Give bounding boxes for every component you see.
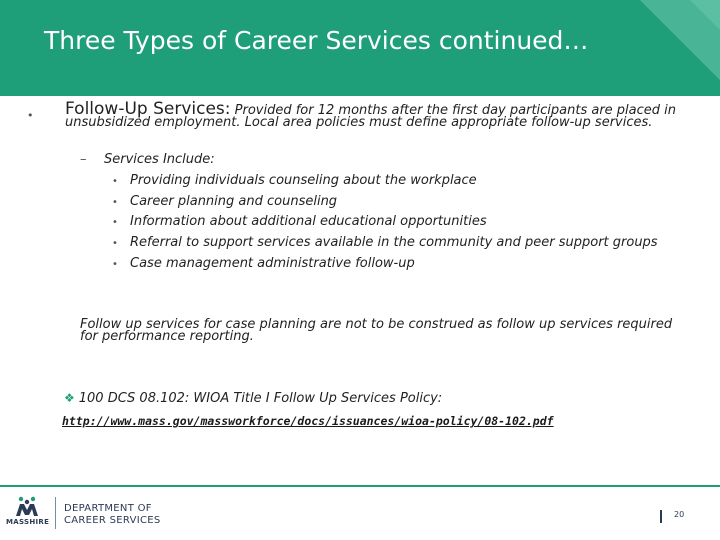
follow-up-heading: Follow-Up Services: bbox=[65, 99, 231, 119]
diamond-bullet-icon: ❖ bbox=[64, 391, 75, 405]
bullet-icon: • bbox=[112, 259, 118, 270]
bullet-icon: • bbox=[112, 176, 118, 187]
bullet-icon: • bbox=[112, 238, 118, 249]
masshire-logo-icon bbox=[6, 496, 48, 532]
list-item bbox=[112, 194, 337, 209]
dash-icon: – bbox=[80, 152, 87, 167]
bullet-icon: • bbox=[27, 109, 34, 122]
page-number-bar bbox=[660, 510, 662, 523]
services-include-label: Services Include: bbox=[104, 152, 215, 167]
logo-divider bbox=[55, 497, 56, 529]
list-item bbox=[112, 235, 658, 250]
page-title: Three Types of Career Services continued… bbox=[44, 26, 589, 55]
department-name bbox=[64, 503, 161, 527]
department-line-2: CAREER SERVICES bbox=[64, 515, 161, 526]
policy-reference-text: 100 DCS 08.102: WIOA Title I Follow Up Services Policy: bbox=[78, 391, 443, 406]
list-item bbox=[112, 173, 477, 188]
policy-link[interactable]: http://www.mass.gov/massworkforce/docs/issuances/wioa-policy/08-102.pdf bbox=[62, 414, 554, 428]
follow-up-text: Provided for 12 months after the first day participants are placed in unsubsidized employment. Local area policies must define appropriate follow-up services. bbox=[65, 103, 677, 130]
list-item bbox=[112, 214, 487, 229]
policy-reference bbox=[64, 391, 442, 406]
list-item-text: Providing individuals counseling about the workplace bbox=[130, 173, 477, 188]
footer-divider bbox=[0, 485, 720, 487]
list-item bbox=[112, 256, 415, 271]
slide-header bbox=[0, 0, 720, 96]
bullet-icon: • bbox=[112, 217, 118, 228]
logo-word: MASSHIRE bbox=[6, 518, 50, 526]
list-item-text: Career planning and counseling bbox=[130, 194, 338, 209]
services-include bbox=[80, 152, 215, 167]
note-text: Follow up services for case planning are not to be construed as follow up services required for performance reporting. bbox=[80, 317, 673, 344]
department-line-1: DEPARTMENT OF bbox=[64, 503, 152, 514]
bullet-icon: • bbox=[112, 197, 118, 208]
list-item-text: Case management administrative follow-up bbox=[130, 256, 415, 271]
follow-up-paragraph bbox=[65, 99, 705, 130]
list-item-text: Information about additional educational opportunities bbox=[130, 214, 487, 229]
page-number: 20 bbox=[674, 510, 685, 519]
list-item-text: Referral to support services available in the community and peer support groups bbox=[130, 235, 658, 250]
